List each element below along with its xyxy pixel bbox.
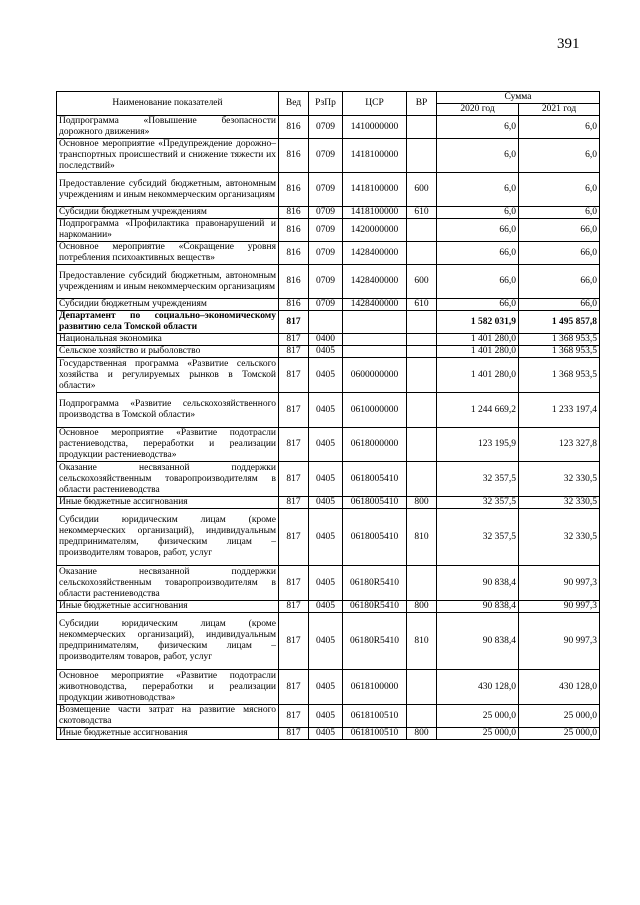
row-ved: 817 <box>279 613 309 670</box>
row-name: Предоставление субсидий бюджетным, автономным учреждениям и иным некоммерческим организациям <box>57 265 279 299</box>
row-sum-2021: 6,0 <box>519 139 600 173</box>
row-sum-2021: 1 368 953,5 <box>519 358 600 393</box>
row-rzpr: 0709 <box>309 173 343 207</box>
row-rzpr: 0405 <box>309 346 343 358</box>
row-csr: 1410000000 <box>343 116 407 139</box>
row-ved: 817 <box>279 334 309 346</box>
row-name: Национальная экономика <box>57 334 279 346</box>
row-sum-2020: 32 357,5 <box>437 497 519 509</box>
row-sum-2020: 32 357,5 <box>437 462 519 497</box>
row-sum-2021: 1 368 953,5 <box>519 346 600 358</box>
row-name: Основное мероприятие «Развитие подотрасли растениеводства, переработки и реализации продукции растениеводства» <box>57 428 279 462</box>
row-sum-2021: 6,0 <box>519 173 600 207</box>
row-sum-2020: 6,0 <box>437 173 519 207</box>
row-name: Субсидии юридическим лицам (кроме некоммерческих организаций), индивидуальным предпринимателям, физическим лицам – производителям товаров, работ, услуг <box>57 613 279 670</box>
row-vr: 810 <box>407 509 437 566</box>
row-vr <box>407 242 437 265</box>
row-ved: 816 <box>279 219 309 242</box>
row-ved: 817 <box>279 358 309 393</box>
row-name: Подпрограмма «Повышение безопасности дорожного движения» <box>57 116 279 139</box>
row-ved: 816 <box>279 207 309 219</box>
row-name: Основное мероприятие «Сокращение уровня потребления психоактивных веществ» <box>57 242 279 265</box>
row-rzpr: 0405 <box>309 728 343 740</box>
row-sum-2021: 66,0 <box>519 299 600 311</box>
row-vr <box>407 566 437 601</box>
row-csr: 0610000000 <box>343 393 407 428</box>
table-row <box>57 219 600 242</box>
table-row <box>57 670 600 705</box>
row-sum-2020: 25 000,0 <box>437 705 519 728</box>
row-sum-2020: 6,0 <box>437 116 519 139</box>
row-csr: 0600000000 <box>343 358 407 393</box>
row-csr: 1428400000 <box>343 265 407 299</box>
row-name: Иные бюджетные ассигнования <box>57 601 279 613</box>
row-rzpr <box>309 311 343 334</box>
row-rzpr: 0405 <box>309 566 343 601</box>
row-sum-2021: 430 128,0 <box>519 670 600 705</box>
table-row <box>57 173 600 207</box>
row-name: Департамент по социально–экономическому развитию села Томской области <box>57 311 279 334</box>
row-csr: 06180R5410 <box>343 613 407 670</box>
row-ved: 817 <box>279 346 309 358</box>
row-ved: 817 <box>279 428 309 462</box>
table-row <box>57 613 600 670</box>
row-rzpr: 0400 <box>309 334 343 346</box>
header-2020: 2020 год <box>437 104 519 116</box>
row-sum-2020: 1 244 669,2 <box>437 393 519 428</box>
header-vr: ВР <box>407 92 437 116</box>
row-name: Основное мероприятие «Предупреждение дорожно–транспортных происшествий и снижение тяжести их последствий» <box>57 139 279 173</box>
row-rzpr: 0405 <box>309 497 343 509</box>
row-name: Подпрограмма «Развитие сельскохозяйственного производства в Томской области» <box>57 393 279 428</box>
row-sum-2020: 66,0 <box>437 242 519 265</box>
row-name: Подпрограмма «Профилактика правонарушений и наркомании» <box>57 219 279 242</box>
row-name: Предоставление субсидий бюджетным, автономным учреждениям и иным некоммерческим организациям <box>57 173 279 207</box>
header-2021: 2021 год <box>519 104 600 116</box>
table-row <box>57 242 600 265</box>
row-rzpr: 0709 <box>309 219 343 242</box>
row-rzpr: 0709 <box>309 116 343 139</box>
row-sum-2020: 123 195,9 <box>437 428 519 462</box>
row-rzpr: 0709 <box>309 139 343 173</box>
table-body <box>57 116 600 740</box>
row-vr <box>407 219 437 242</box>
row-rzpr: 0709 <box>309 299 343 311</box>
row-ved: 817 <box>279 728 309 740</box>
row-vr: 610 <box>407 299 437 311</box>
row-sum-2021: 25 000,0 <box>519 728 600 740</box>
row-sum-2021: 1 495 857,8 <box>519 311 600 334</box>
row-csr: 1418100000 <box>343 139 407 173</box>
row-sum-2021: 1 233 197,4 <box>519 393 600 428</box>
row-rzpr: 0709 <box>309 265 343 299</box>
row-vr: 810 <box>407 613 437 670</box>
row-csr: 0618000000 <box>343 428 407 462</box>
row-ved: 816 <box>279 299 309 311</box>
row-vr <box>407 346 437 358</box>
row-name: Субсидии бюджетным учреждениям <box>57 207 279 219</box>
row-sum-2021: 66,0 <box>519 265 600 299</box>
row-sum-2020: 25 000,0 <box>437 728 519 740</box>
row-name: Возмещение части затрат на развитие мясного скотоводства <box>57 705 279 728</box>
header-rzpr: РзПр <box>309 92 343 116</box>
row-vr <box>407 334 437 346</box>
table-row <box>57 346 600 358</box>
table-row <box>57 393 600 428</box>
row-csr: 1418100000 <box>343 207 407 219</box>
row-sum-2020: 66,0 <box>437 219 519 242</box>
row-sum-2021: 32 330,5 <box>519 497 600 509</box>
row-csr <box>343 346 407 358</box>
row-sum-2021: 32 330,5 <box>519 509 600 566</box>
row-rzpr: 0405 <box>309 428 343 462</box>
table-row <box>57 207 600 219</box>
row-vr <box>407 670 437 705</box>
row-rzpr: 0405 <box>309 509 343 566</box>
row-csr: 0618005410 <box>343 497 407 509</box>
table-row <box>57 428 600 462</box>
row-sum-2020: 90 838,4 <box>437 566 519 601</box>
table-row <box>57 116 600 139</box>
row-sum-2020: 32 357,5 <box>437 509 519 566</box>
row-sum-2021: 66,0 <box>519 219 600 242</box>
row-name: Государственная программа «Развитие сельского хозяйства и регулируемых рынков в Томской области» <box>57 358 279 393</box>
row-vr <box>407 139 437 173</box>
header-csr: ЦСР <box>343 92 407 116</box>
row-sum-2021: 25 000,0 <box>519 705 600 728</box>
table-row <box>57 497 600 509</box>
table-row <box>57 358 600 393</box>
table-row <box>57 334 600 346</box>
row-vr <box>407 428 437 462</box>
row-ved: 817 <box>279 497 309 509</box>
table-row <box>57 299 600 311</box>
row-rzpr: 0405 <box>309 393 343 428</box>
row-rzpr: 0405 <box>309 601 343 613</box>
row-sum-2020: 1 582 031,9 <box>437 311 519 334</box>
table-row <box>57 265 600 299</box>
budget-table <box>56 91 600 740</box>
row-ved: 816 <box>279 173 309 207</box>
row-ved: 817 <box>279 601 309 613</box>
row-ved: 816 <box>279 242 309 265</box>
row-vr <box>407 358 437 393</box>
row-vr <box>407 462 437 497</box>
row-vr <box>407 393 437 428</box>
row-name: Иные бюджетные ассигнования <box>57 497 279 509</box>
row-name: Субсидии юридическим лицам (кроме некоммерческих организаций), индивидуальным предпринимателям, физическим лицам – производителям товаров, работ, услуг <box>57 509 279 566</box>
table-row <box>57 462 600 497</box>
row-ved: 817 <box>279 705 309 728</box>
row-name: Оказание несвязанной поддержки сельскохозяйственным товаропроизводителям в области растениеводства <box>57 566 279 601</box>
row-sum-2020: 90 838,4 <box>437 613 519 670</box>
row-ved: 816 <box>279 116 309 139</box>
row-sum-2021: 6,0 <box>519 207 600 219</box>
row-ved: 816 <box>279 265 309 299</box>
row-ved: 817 <box>279 509 309 566</box>
row-sum-2021: 123 327,8 <box>519 428 600 462</box>
table-row <box>57 705 600 728</box>
row-name: Оказание несвязанной поддержки сельскохозяйственным товаропроизводителям в области растениеводства <box>57 462 279 497</box>
row-rzpr: 0709 <box>309 242 343 265</box>
row-sum-2021: 90 997,3 <box>519 613 600 670</box>
header-name: Наименование показателей <box>57 92 279 116</box>
row-sum-2021: 90 997,3 <box>519 566 600 601</box>
row-vr <box>407 311 437 334</box>
table-row <box>57 728 600 740</box>
row-csr: 0618100510 <box>343 705 407 728</box>
row-csr: 0618100000 <box>343 670 407 705</box>
table-row <box>57 566 600 601</box>
row-ved: 817 <box>279 462 309 497</box>
row-sum-2021: 90 997,3 <box>519 601 600 613</box>
row-rzpr: 0405 <box>309 613 343 670</box>
row-csr: 0618005410 <box>343 509 407 566</box>
row-sum-2020: 66,0 <box>437 299 519 311</box>
row-csr: 0618005410 <box>343 462 407 497</box>
row-sum-2020: 66,0 <box>437 265 519 299</box>
row-sum-2020: 6,0 <box>437 139 519 173</box>
row-vr: 800 <box>407 728 437 740</box>
row-vr: 800 <box>407 497 437 509</box>
row-sum-2021: 1 368 953,5 <box>519 334 600 346</box>
row-csr: 1428400000 <box>343 242 407 265</box>
row-sum-2021: 32 330,5 <box>519 462 600 497</box>
header-ved: Вед <box>279 92 309 116</box>
page-number: 391 <box>557 36 580 52</box>
row-sum-2020: 430 128,0 <box>437 670 519 705</box>
row-ved: 817 <box>279 670 309 705</box>
row-name: Иные бюджетные ассигнования <box>57 728 279 740</box>
row-sum-2020: 1 401 280,0 <box>437 358 519 393</box>
table-row <box>57 311 600 334</box>
row-sum-2020: 6,0 <box>437 207 519 219</box>
row-rzpr: 0405 <box>309 358 343 393</box>
row-name: Субсидии бюджетным учреждениям <box>57 299 279 311</box>
row-csr: 1428400000 <box>343 299 407 311</box>
row-sum-2021: 66,0 <box>519 242 600 265</box>
row-vr: 610 <box>407 207 437 219</box>
row-rzpr: 0405 <box>309 670 343 705</box>
header-sum: Сумма <box>437 92 600 104</box>
table-row <box>57 509 600 566</box>
row-csr: 1418100000 <box>343 173 407 207</box>
row-name: Основное мероприятие «Развитие подотрасли животноводства, переработки и реализации продукции животноводства» <box>57 670 279 705</box>
row-rzpr: 0405 <box>309 462 343 497</box>
table-row <box>57 601 600 613</box>
row-vr: 800 <box>407 601 437 613</box>
row-vr <box>407 116 437 139</box>
row-ved: 817 <box>279 311 309 334</box>
row-csr: 0618100510 <box>343 728 407 740</box>
row-csr <box>343 311 407 334</box>
row-sum-2020: 1 401 280,0 <box>437 334 519 346</box>
row-csr: 1420000000 <box>343 219 407 242</box>
row-rzpr: 0709 <box>309 207 343 219</box>
row-ved: 817 <box>279 566 309 601</box>
row-vr: 600 <box>407 265 437 299</box>
table-row <box>57 139 600 173</box>
row-csr: 06180R5410 <box>343 601 407 613</box>
row-vr <box>407 705 437 728</box>
row-name: Сельское хозяйство и рыболовство <box>57 346 279 358</box>
row-rzpr: 0405 <box>309 705 343 728</box>
row-csr <box>343 334 407 346</box>
row-sum-2021: 6,0 <box>519 116 600 139</box>
row-csr: 06180R5410 <box>343 566 407 601</box>
row-sum-2020: 1 401 280,0 <box>437 346 519 358</box>
row-sum-2020: 90 838,4 <box>437 601 519 613</box>
row-vr: 600 <box>407 173 437 207</box>
row-ved: 817 <box>279 393 309 428</box>
row-ved: 816 <box>279 139 309 173</box>
